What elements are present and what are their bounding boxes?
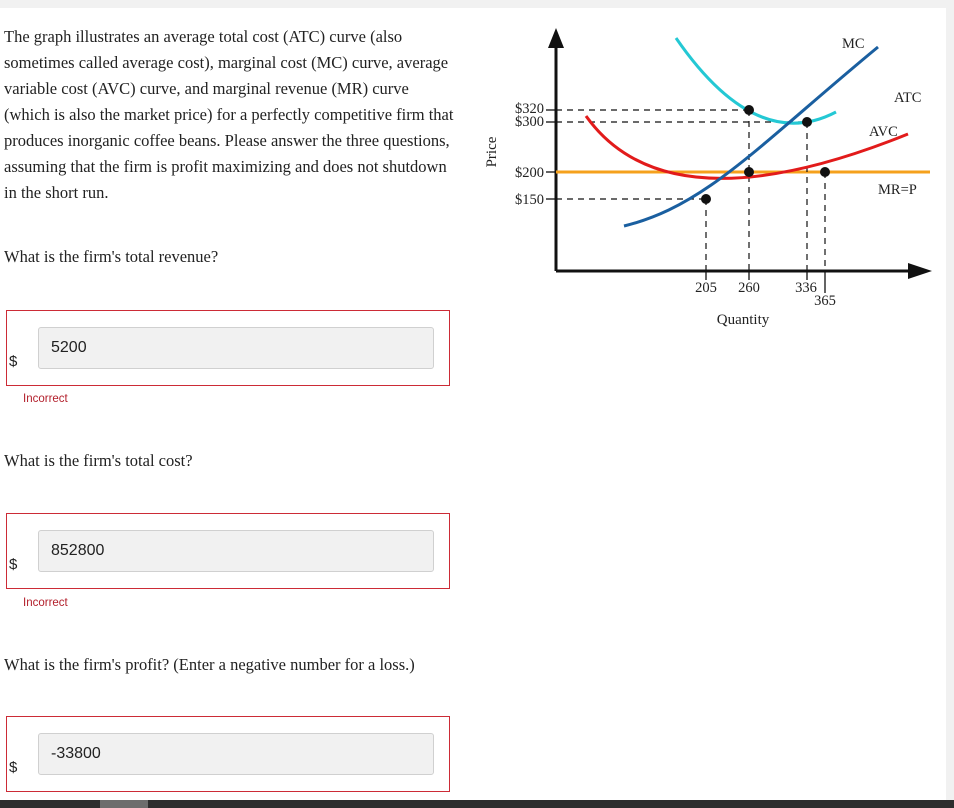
y-axis-label: Price: [484, 136, 500, 168]
x-tick-label: 260: [738, 280, 760, 296]
y-axis-arrow: [548, 28, 564, 48]
currency-symbol: $: [9, 353, 18, 370]
x-axis-arrow: [908, 263, 932, 279]
avc-label: AVC: [869, 124, 898, 140]
question-3-answer-box: [6, 716, 450, 792]
point-avc-min: [701, 194, 711, 204]
horizontal-scrollbar[interactable]: [0, 800, 954, 808]
point-mc-mr: [744, 167, 754, 177]
profit-input[interactable]: -33800: [38, 733, 434, 775]
mr-label: MR=P: [878, 182, 917, 198]
x-axis-label: Quantity: [716, 312, 770, 328]
point-atc-260: [744, 105, 754, 115]
x-tick-label: 336: [795, 280, 817, 296]
point-avc-mr: [820, 167, 830, 177]
total-revenue-input[interactable]: 5200: [38, 327, 434, 369]
mc-curve: [624, 47, 878, 226]
question-2-feedback: Incorrect: [23, 597, 68, 609]
currency-symbol: $: [9, 556, 18, 573]
point-atc-min: [802, 117, 812, 127]
cost-curves-chart: [476, 16, 946, 346]
question-3-prompt: What is the firm's profit? (Enter a negative number for a loss.): [4, 655, 415, 674]
question-2-answer-box: [6, 513, 450, 589]
guide-lines: [556, 110, 825, 271]
atc-label: ATC: [894, 90, 922, 106]
mc-label: MC: [842, 36, 865, 52]
currency-symbol: $: [9, 759, 18, 776]
problem-statement: The graph illustrates an average total cost (ATC) curve (also sometimes called average cost), marginal cost (MC) curve, average variable cost (AVC) curve, and marginal revenue (MR) curve (which is also the market price) for a perfectly competitive firm that produces inorganic coffee beans. Please answer the three questions, assuming that the firm is profit maximizing and does not shutdown in the short run.: [4, 27, 454, 202]
question-1-feedback: Incorrect: [23, 393, 68, 405]
scrollbar-thumb[interactable]: [100, 800, 148, 808]
question-2-prompt: What is the firm's total cost?: [4, 451, 193, 470]
y-tick-label: $300: [515, 114, 544, 130]
y-tick-label: $150: [515, 192, 544, 208]
question-1-prompt: What is the firm's total revenue?: [4, 247, 219, 266]
total-cost-input[interactable]: 852800: [38, 530, 434, 572]
y-tick-label: $200: [515, 165, 544, 181]
y-tick-label: $320: [515, 101, 544, 117]
question-panel: [0, 8, 946, 800]
x-tick-label: 205: [695, 280, 717, 296]
x-tick-label: 365: [814, 293, 836, 309]
question-1-answer-box: [6, 310, 450, 386]
